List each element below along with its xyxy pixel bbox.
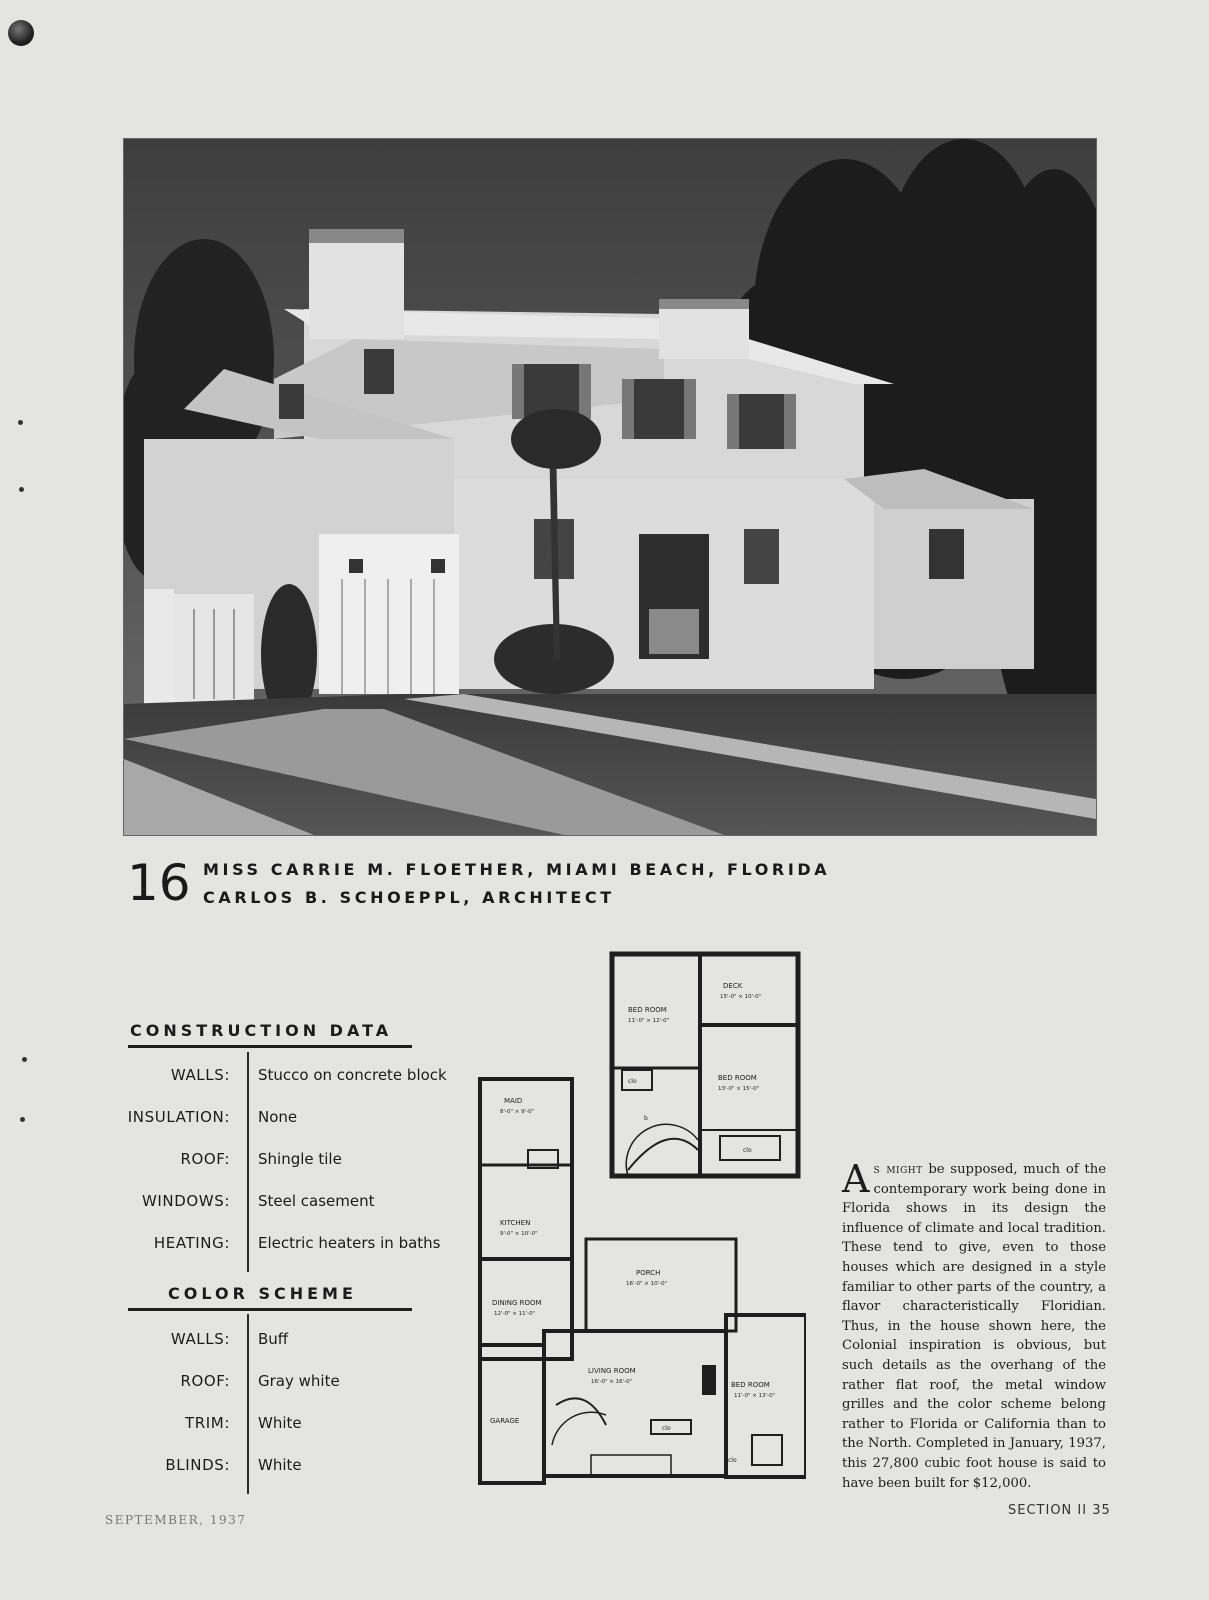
row-value: Electric heaters in baths [258,1234,441,1252]
row-value: Steel casement [258,1192,375,1210]
kitchen-label: KITCHEN [500,1219,531,1227]
architect-credit: CARLOS B. SCHOEPPL, ARCHITECT [203,888,615,907]
dining-dim: 12'-0" × 11'-0" [494,1311,536,1317]
speck [18,420,23,425]
maid-label: MAID [504,1097,523,1105]
row-value: Gray white [258,1372,340,1390]
row-value: Shingle tile [258,1150,342,1168]
closet-label: clo [728,1457,737,1464]
row-label: BLINDS: [165,1456,230,1474]
page-number: SECTION II 35 [1008,1503,1111,1518]
article-text [842,1157,1106,1493]
lead-in: s might [873,1162,923,1177]
row-value: None [258,1108,298,1126]
row-value: Stucco on concrete block [258,1066,447,1084]
bath-label: b [644,1115,648,1122]
color-row [120,1330,460,1354]
bedroom-label: BED ROOM [718,1074,757,1082]
color-row [120,1372,460,1396]
dining-label: DINING ROOM [492,1299,542,1307]
row-label: TRIM: [184,1414,230,1432]
bedroom-dim: 11'-0" × 13'-0" [734,1393,776,1399]
construction-row [120,1150,460,1174]
porch-dim: 16'-0" × 10'-0" [626,1281,668,1287]
bedroom-label: BED ROOM [731,1381,770,1389]
deck-dim: 15'-0" × 10'-0" [720,994,762,1000]
row-label: WALLS: [170,1330,230,1348]
punch-hole [8,20,34,46]
closet-label: clo [628,1078,637,1085]
deck-label: DECK [723,982,743,990]
owner-location: MISS CARRIE M. FLOETHER, MIAMI BEACH, FLORIDA [203,860,831,879]
porch-label: PORCH [636,1269,661,1277]
maid-dim: 8'-0" × 9'-0" [500,1109,535,1115]
construction-row [120,1108,460,1132]
house-number: 16 [127,854,191,912]
row-label: WALLS: [170,1066,230,1084]
color-row [120,1456,460,1480]
row-value: White [258,1414,302,1432]
closet-label: clo [662,1425,671,1432]
main-floor-plan [476,1075,806,1495]
construction-row [120,1192,460,1216]
row-value: White [258,1456,302,1474]
garage-label: GARAGE [490,1417,520,1425]
bedroom-label: BED ROOM [628,1006,667,1014]
row-label: ROOF: [180,1372,230,1390]
kitchen-dim: 9'-0" × 10'-0" [500,1231,538,1237]
row-value: Buff [258,1330,289,1348]
construction-row [120,1066,460,1090]
speck [19,487,24,492]
living-label: LIVING ROOM [588,1367,636,1375]
drop-cap: A [842,1157,870,1201]
color-row [120,1414,460,1438]
row-label: ROOF: [180,1150,230,1168]
construction-heading: CONSTRUCTION DATA [130,1021,393,1040]
house-photograph [124,139,1096,835]
closet-label: clo [743,1147,752,1154]
color-scheme-heading: COLOR SCHEME [168,1284,357,1303]
divider [128,1308,412,1311]
bedroom-dim: 13'-0" × 15'-0" [718,1086,760,1092]
article-body: be supposed, much of the contemporary work being done in Florida shows in its design the influence of climate and local tradition. These tend to give, even to those houses which are designed in a style familiar to other parts of the country, a flavor characteristically Floridian. Thus, in the house shown here, the Colonial inspiration is obvious, but such details as the overhang of the rather flat roof, the metal window grilles and the color scheme belong rather to Florida or California than to the North. Completed in January, 1937, this 27,800 cubic foot house is said to have been built for $12,000. [842,1162,1106,1491]
living-dim: 16'-0" × 16'-0" [591,1379,633,1385]
speck [20,1117,25,1122]
row-label: HEATING: [153,1234,230,1252]
row-label: WINDOWS: [141,1192,230,1210]
divider [128,1045,412,1048]
bedroom-dim: 11'-0" × 12'-0" [628,1018,670,1024]
construction-row [120,1234,460,1258]
issue-date: SEPTEMBER, 1937 [105,1513,247,1527]
row-label: INSULATION: [127,1108,230,1126]
speck [22,1057,27,1062]
